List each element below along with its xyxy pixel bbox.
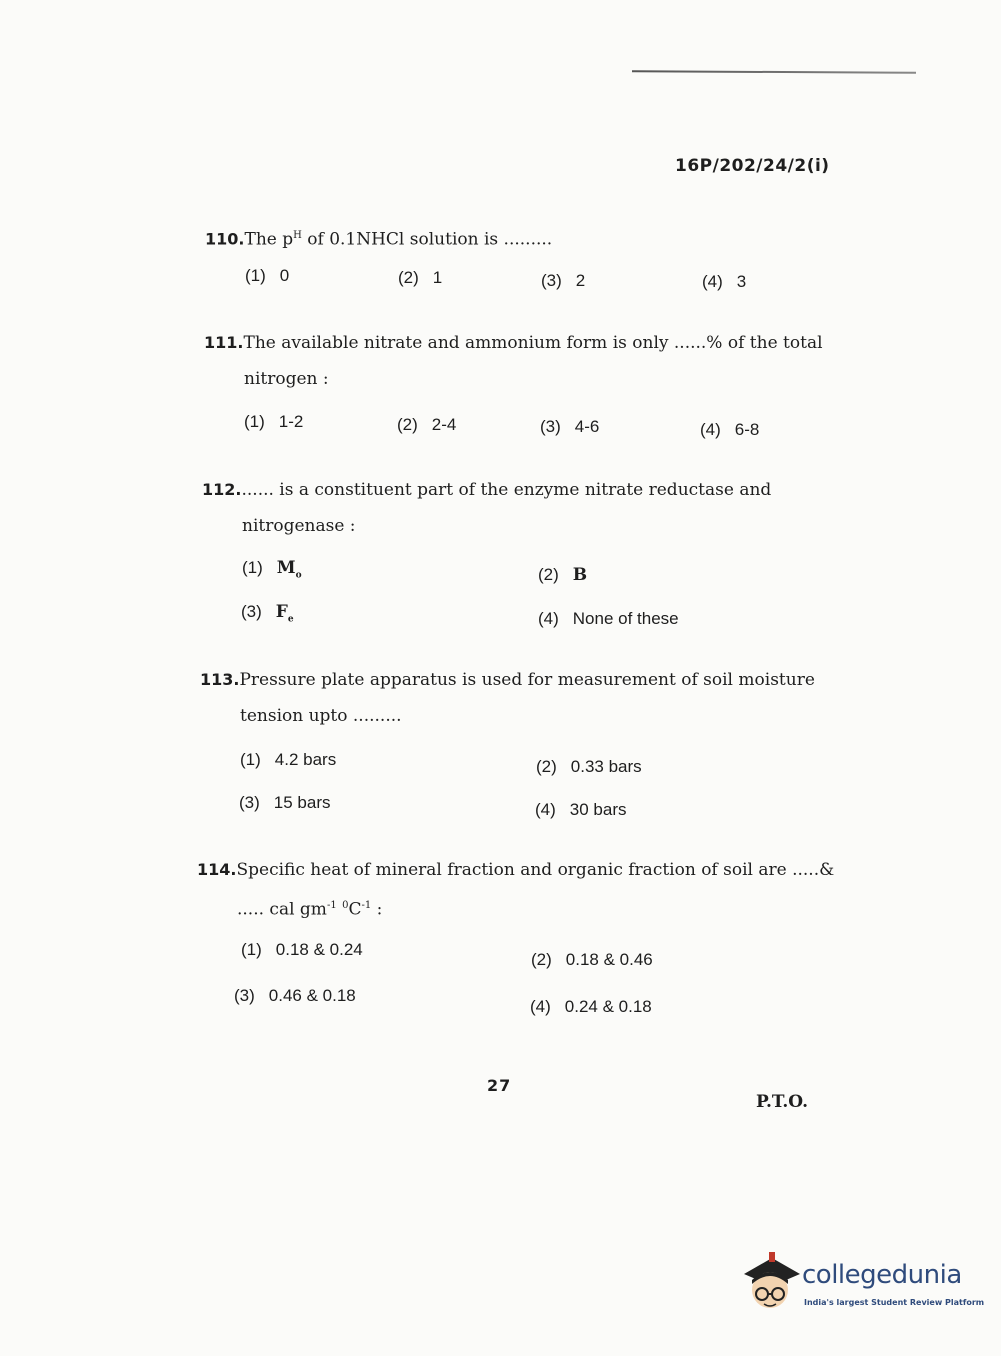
- option-text: 30 bars: [569, 800, 627, 819]
- question-stem: [197, 852, 857, 888]
- option-number: (1): [245, 266, 266, 285]
- question-stem: [205, 218, 825, 258]
- option-114-1[interactable]: [241, 940, 363, 960]
- option-113-3[interactable]: [239, 793, 330, 813]
- option-111-4[interactable]: [700, 420, 759, 440]
- top-rule: [632, 70, 916, 73]
- option-text: 0.24 & 0.18: [564, 997, 652, 1016]
- question-number: 111.: [204, 333, 244, 352]
- option-text: None of these: [572, 609, 679, 628]
- option-number: (2): [538, 565, 559, 584]
- question-114: [197, 852, 857, 928]
- question-111: [204, 325, 844, 397]
- mascot-icon: [742, 1250, 800, 1316]
- stem-text-line2: nitrogen :: [244, 369, 329, 389]
- option-111-3[interactable]: [540, 417, 599, 437]
- option-114-4[interactable]: [530, 997, 652, 1017]
- option-number: (3): [241, 602, 262, 621]
- stem-text-line2: [197, 888, 857, 928]
- paper-code: 16P/202/24/2(i): [675, 156, 830, 176]
- option-text: 15 bars: [273, 793, 331, 812]
- stem-text: Specific heat of mineral fraction and organic fraction of soil are .....&: [236, 860, 835, 880]
- option-text: 0: [279, 266, 290, 285]
- question-110: [205, 218, 825, 258]
- question-113: [200, 662, 840, 734]
- question-number: 113.: [200, 670, 240, 689]
- stem-text: :: [371, 899, 383, 920]
- option-number: (3): [541, 271, 562, 290]
- page-number: 27: [487, 1076, 512, 1095]
- option-113-2[interactable]: [536, 757, 642, 777]
- stem-text: ...... is a constituent part of the enzyme nitrate reductase and: [241, 480, 772, 500]
- question-number: 112.: [202, 480, 242, 499]
- stem-superscript: -1: [326, 900, 337, 911]
- option-number: (4): [702, 272, 723, 291]
- stem-superscript: -1: [361, 900, 372, 911]
- option-number: (4): [535, 800, 556, 819]
- option-text: [276, 558, 302, 581]
- option-114-3[interactable]: [234, 986, 356, 1006]
- option-text: [275, 602, 294, 625]
- option-number: (1): [241, 940, 262, 959]
- option-number: (4): [530, 997, 551, 1016]
- pto-label: P.T.O.: [756, 1092, 808, 1112]
- option-text: 4.2 bars: [274, 750, 337, 769]
- stem-superscript: H: [293, 230, 302, 241]
- option-text: 1: [432, 268, 443, 287]
- stem-text: The available nitrate and ammonium form is only ......% of the total: [243, 333, 823, 353]
- option-112-4[interactable]: [538, 609, 679, 629]
- option-number: (3): [540, 417, 561, 436]
- option-number: (1): [242, 558, 263, 577]
- question-stem: [204, 325, 844, 361]
- option-text: 0.33 bars: [570, 757, 642, 776]
- option-number: (2): [536, 757, 557, 776]
- option-text: 1-2: [278, 412, 304, 431]
- option-text: 3: [736, 272, 747, 291]
- stem-superscript: 0: [342, 900, 349, 911]
- option-number: (3): [234, 986, 255, 1005]
- option-number: (4): [700, 420, 721, 439]
- option-text: 6-8: [734, 420, 760, 439]
- brand-logo[interactable]: [742, 1250, 985, 1320]
- option-112-2[interactable]: [538, 565, 587, 585]
- option-number: (2): [531, 950, 552, 969]
- question-112: [202, 472, 842, 544]
- option-113-1[interactable]: [240, 750, 336, 770]
- option-number: (3): [239, 793, 260, 812]
- stem-text-line2: nitrogenase :: [242, 516, 356, 536]
- option-110-2[interactable]: [398, 268, 442, 288]
- element-symbol: F: [275, 602, 288, 622]
- stem-text: The p: [244, 229, 294, 250]
- stem-text: Pressure plate apparatus is used for measurement of soil moisture: [239, 670, 815, 690]
- option-text: 4-6: [574, 417, 600, 436]
- option-110-3[interactable]: [541, 271, 585, 291]
- stem-text-line2: tension upto .........: [240, 706, 402, 726]
- option-number: (2): [398, 268, 419, 287]
- option-110-4[interactable]: [702, 272, 746, 292]
- option-111-2[interactable]: [397, 415, 456, 435]
- option-text: B: [572, 565, 588, 585]
- option-text: 0.18 & 0.24: [275, 940, 363, 959]
- option-112-1[interactable]: [242, 558, 302, 580]
- option-text: 0.46 & 0.18: [268, 986, 356, 1005]
- stem-text: of 0.1NHCl solution is .........: [301, 229, 553, 250]
- option-number: (1): [244, 412, 265, 431]
- option-text: 2: [575, 271, 586, 290]
- option-113-4[interactable]: [535, 800, 626, 820]
- option-number: (4): [538, 609, 559, 628]
- element-subscript: e: [287, 614, 294, 625]
- option-text: 2-4: [431, 415, 457, 434]
- question-stem: [202, 472, 842, 508]
- option-number: (1): [240, 750, 261, 769]
- option-number: (2): [397, 415, 418, 434]
- brand-tagline: India's largest Student Review Platform: [804, 1298, 985, 1307]
- option-111-1[interactable]: [244, 412, 303, 432]
- element-symbol: M: [276, 558, 296, 578]
- brand-name: collegedunia: [802, 1260, 962, 1290]
- element-subscript: o: [295, 570, 302, 581]
- stem-text: ..... cal gm: [237, 899, 327, 920]
- question-number: 110.: [205, 229, 245, 249]
- option-text: 0.18 & 0.46: [565, 950, 653, 969]
- option-112-3[interactable]: [241, 602, 294, 624]
- question-stem: [200, 662, 840, 698]
- option-114-2[interactable]: [531, 950, 653, 970]
- option-110-1[interactable]: [245, 266, 289, 286]
- question-number: 114.: [197, 860, 237, 879]
- stem-text: C: [348, 899, 362, 920]
